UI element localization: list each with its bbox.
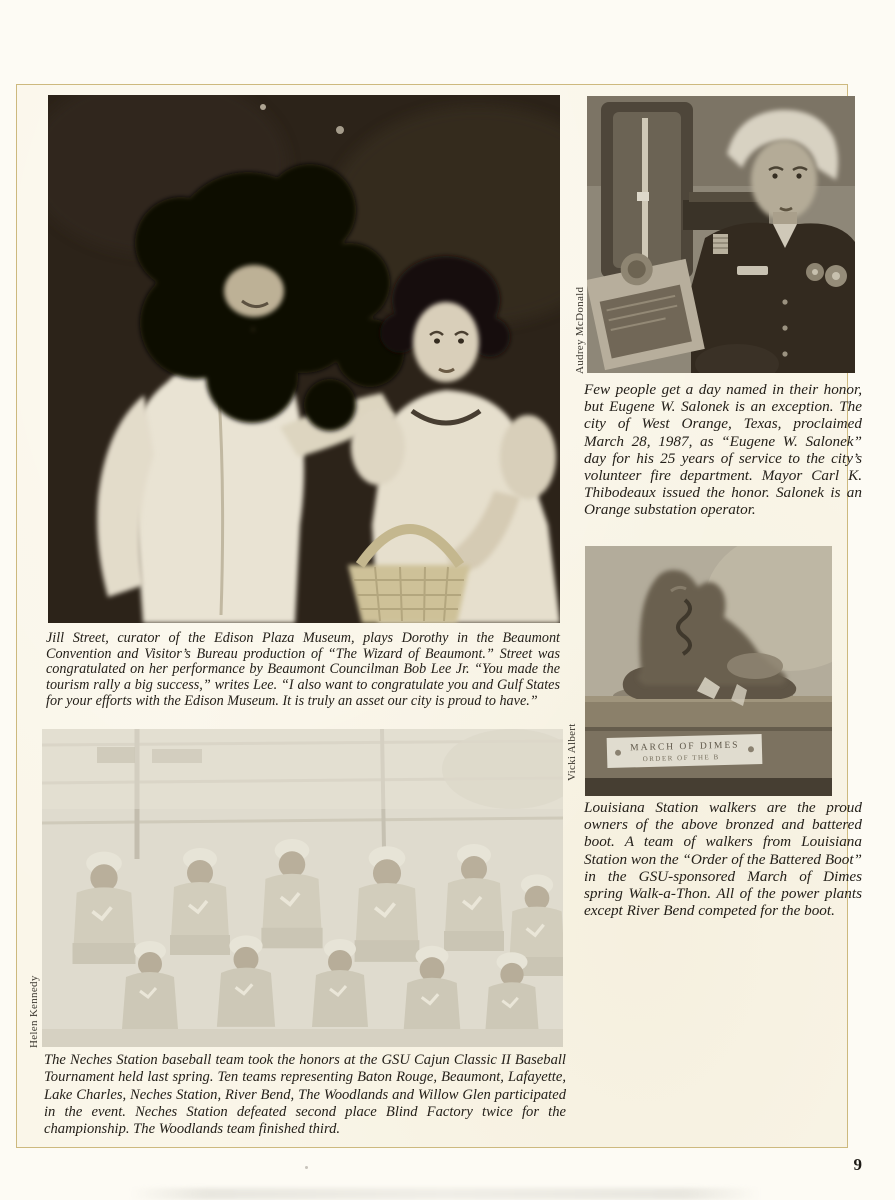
wizard-photo-illustration <box>48 95 560 623</box>
baseball-photo-caption: The Neches Station baseball team took the honors at the GSU Cajun Classic II Baseball Tournament held last spring. Ten teams representing Baton Rouge, Beaumont, Lafayette, Lake Charles, Neches Station, River Bend, The Woodlands and Willow Glen participated in the event. Neches Station defeated second place Blind Factory twice for the championship. The Woodlands team finished third. <box>44 1052 566 1138</box>
plaque-line-2: ORDER OF THE B <box>642 753 720 764</box>
boot-photo-illustration <box>585 546 832 796</box>
wizard-of-beaumont-photo <box>48 95 560 623</box>
photo-credit-audrey-mcdonald: Audrey McDonald <box>574 286 586 374</box>
page-number: 9 <box>853 1155 862 1174</box>
boot-photo-caption: Louisiana Station walkers are the proud owners of the above bronzed and battered boot. A team of walkers from Louisiana Station won the “Order of the Battered Boot” in the GSU-sponsored March of Dimes spring Walk-a-Thon. All of the power plants except River Bend competed for the boot. <box>584 799 862 920</box>
baseball-photo-illustration <box>42 729 563 1047</box>
photo-credit-vicki-albert: Vicki Albert <box>566 723 578 781</box>
boot-plaque <box>607 734 763 768</box>
scan-artifact-next-page-edge <box>130 1188 760 1200</box>
baseball-team-photo <box>42 729 563 1047</box>
battered-boot-photo <box>585 546 832 796</box>
salonek-photo-caption: Few people get a day named in their honor, but Eugene W. Salonek is an exception. The city of West Orange, Texas, proclaimed March 28, 1987, as “Eugene W. Salonek” day for his 25 years of service to the city’s volunteer fire department. Mayor Carl K. Thibodeaux issued the honor. Salonek is an Orange substation operator. <box>584 381 862 519</box>
wizard-photo-caption: Jill Street, curator of the Edison Plaza Museum, plays Dorothy in the Beaumont Convention and Visitor’s Bureau production of “The Wizard of Beaumont.” Street was congratulated on her performance by Beaumont Councilman Bob Lee Jr. “You made the tourism rally a big success,” writes Lee. “I also want to congratulate you and Gulf States for your efforts with the Edison Museum. It is truly an asset our city is proud to have.” <box>46 630 560 709</box>
photo-credit-helen-kennedy: Helen Kennedy <box>28 975 40 1048</box>
scan-artifact-dot <box>305 1166 308 1169</box>
salonek-photo-illustration <box>587 96 855 373</box>
plaque-line-1: MARCH OF DIMES <box>630 740 740 754</box>
salonek-photo <box>587 96 855 373</box>
